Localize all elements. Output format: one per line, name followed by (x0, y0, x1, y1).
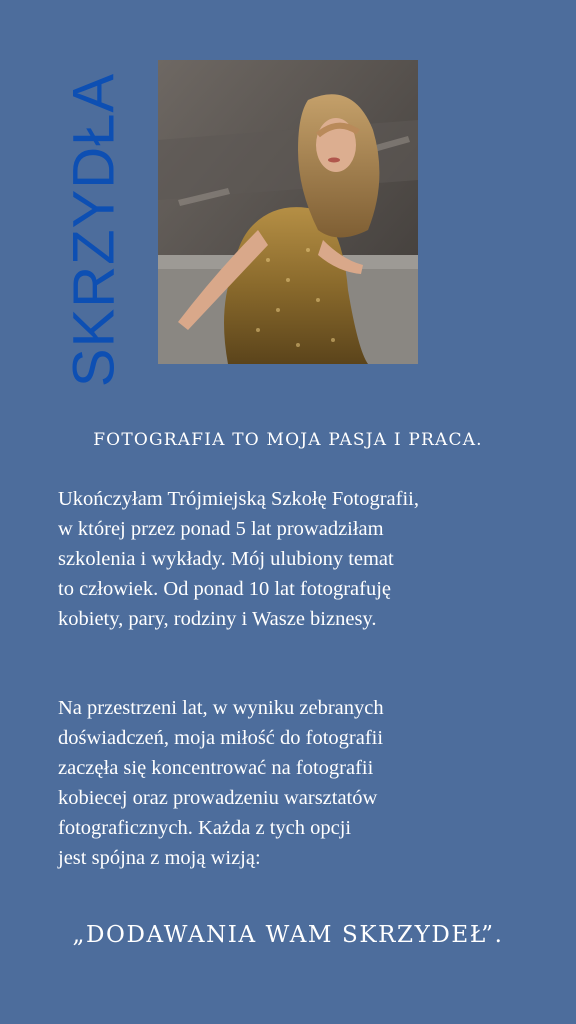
bio-paragraph-2 (58, 693, 528, 873)
bio-line: kobiety, pary, rodziny i Wasze biznesy. (58, 608, 377, 630)
bio-line: jest spójna z moją wizją: (58, 847, 261, 869)
headline: FOTOGRAFIA TO MOJA PASJA I PRACA. (93, 430, 483, 450)
bio-line: w której przez ponad 5 lat prowadziłam (58, 518, 384, 540)
bio-line: Ukończyłam Trójmiejską Szkołę Fotografii, (58, 488, 419, 510)
bio-line: szkolenia i wykłady. Mój ulubiony temat (58, 548, 394, 570)
bio-line: doświadczeń, moja miłość do fotografii (58, 727, 384, 749)
bio-line: kobiecej oraz prowadzeniu warsztatów (58, 787, 378, 809)
vertical-title-text: SKRZYDŁA (61, 72, 127, 388)
motto: „DODAWANIA WAM SKRZYDEŁ”. (72, 922, 504, 948)
bio-line: to człowiek. Od ponad 10 lat fotografuję (58, 578, 392, 600)
bio-line: Na przestrzeni lat, w wyniku zebranych (58, 697, 384, 719)
portrait-photo (158, 60, 418, 364)
bio-paragraph-1 (58, 484, 528, 634)
bio-line: zaczęła się koncentrować na fotografii (58, 757, 374, 779)
vertical-title (61, 60, 127, 400)
bio-line: fotograficznych. Każda z tych opcji (58, 817, 352, 839)
